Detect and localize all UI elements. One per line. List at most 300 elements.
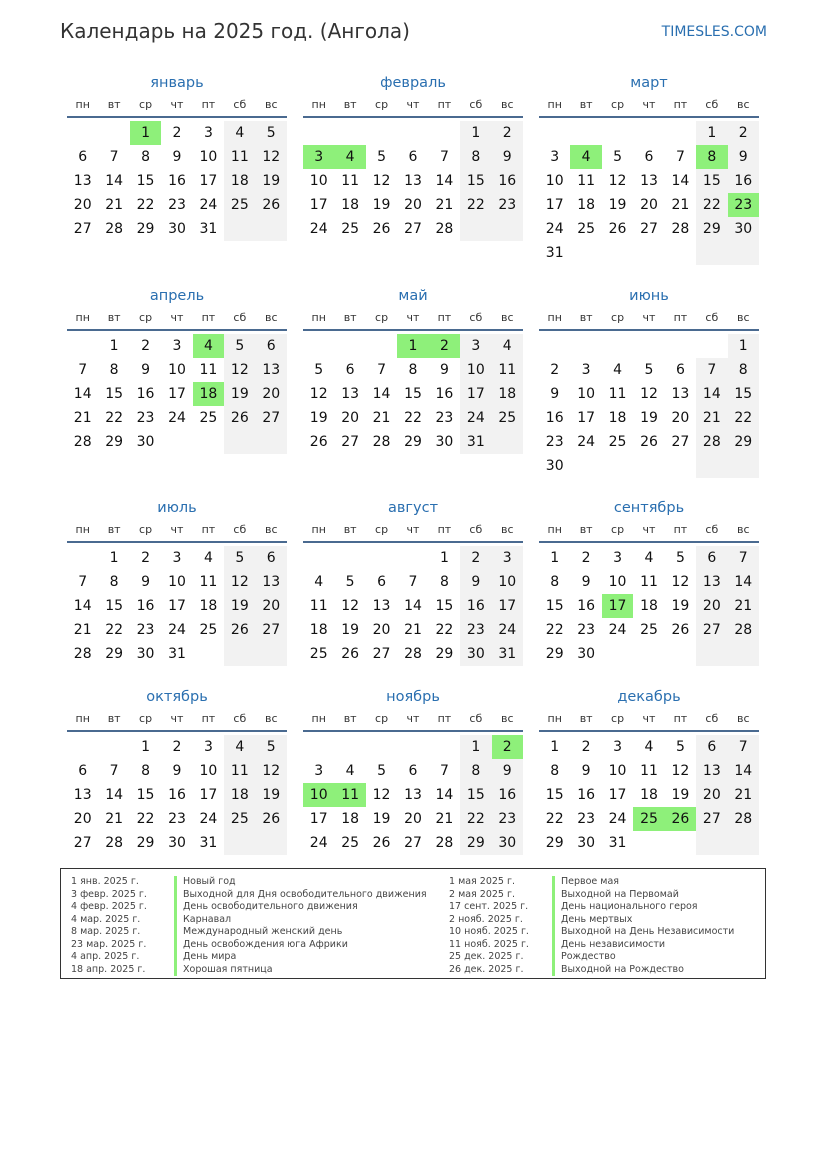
empty-day-cell <box>161 430 192 454</box>
empty-day-cell <box>397 735 428 759</box>
holiday-list <box>60 868 766 979</box>
day-cell: 7 <box>439 763 449 779</box>
day-cell: 7 <box>109 763 119 779</box>
holiday-date: 23 мар. 2025 г. <box>71 938 147 950</box>
empty-day-cell <box>570 454 601 478</box>
day-cell: 29 <box>435 646 454 662</box>
month-name: ноябрь <box>386 689 440 705</box>
day-cell: 6 <box>78 149 88 165</box>
day-cell: 9 <box>460 570 491 594</box>
empty-day-cell <box>665 454 696 478</box>
weekday-label: пт <box>437 311 452 324</box>
day-cell: 26 <box>671 622 690 638</box>
day-cell: 22 <box>545 811 564 827</box>
day-grid <box>303 735 523 855</box>
day-cell: 17 <box>309 811 328 827</box>
holiday-row <box>439 964 759 977</box>
day-cell: 21 <box>105 197 124 213</box>
day-cell: 14 <box>696 382 727 406</box>
day-cell: 13 <box>671 386 690 402</box>
weekday-label: пт <box>673 523 688 536</box>
holiday-date: 4 февр. 2025 г. <box>71 901 147 912</box>
day-cell: 1 <box>728 334 759 358</box>
holiday-name: Карнавал <box>174 914 231 927</box>
day-cell: 30 <box>168 221 186 237</box>
empty-day-cell <box>570 241 601 265</box>
day-cell: 11 <box>640 763 658 779</box>
weekday-label: пн <box>75 98 90 111</box>
holiday-row <box>61 964 441 977</box>
holiday-name: Хорошая пятница <box>174 964 273 977</box>
empty-day-cell <box>193 430 224 454</box>
day-cell: 7 <box>728 546 759 570</box>
day-cell: 16 <box>136 598 155 614</box>
empty-day-cell <box>334 334 365 358</box>
day-cell: 17 <box>577 410 596 426</box>
day-cell: 4 <box>644 550 654 566</box>
day-cell: 25 <box>492 406 523 430</box>
day-cell: 6 <box>675 362 685 378</box>
day-cell: 25 <box>633 807 664 831</box>
weekday-header <box>303 520 523 543</box>
day-cell: 3 <box>550 149 560 165</box>
weekday-label: чт <box>170 523 184 536</box>
day-cell: 26 <box>640 434 658 450</box>
month-name: февраль <box>380 75 446 91</box>
weekday-label: чт <box>406 311 420 324</box>
month-block <box>303 685 523 855</box>
day-cell: 18 <box>492 382 523 406</box>
day-cell: 5 <box>675 739 685 755</box>
day-cell: 15 <box>105 386 124 402</box>
day-cell: 24 <box>199 811 218 827</box>
weekday-label: сб <box>705 712 719 725</box>
day-cell: 25 <box>199 622 218 638</box>
day-grid <box>67 121 287 241</box>
day-cell: 12 <box>671 763 690 779</box>
weekday-label: чт <box>406 98 420 111</box>
day-cell: 16 <box>168 173 186 189</box>
day-cell: 14 <box>435 787 454 803</box>
empty-day-cell <box>67 121 98 145</box>
day-cell: 23 <box>728 193 759 217</box>
day-cell: 20 <box>696 783 727 807</box>
page-title: Календарь на 2025 год. (Ангола) <box>60 19 410 43</box>
holiday-name: Выходной для Дня освободительного движения <box>174 889 427 902</box>
day-cell: 24 <box>608 622 627 638</box>
day-cell: 24 <box>577 434 596 450</box>
month-block <box>303 284 523 454</box>
day-cell: 20 <box>73 811 92 827</box>
weekday-label: ср <box>139 523 153 536</box>
day-cell: 22 <box>728 406 759 430</box>
day-cell: 29 <box>105 434 124 450</box>
day-cell: 3 <box>172 550 182 566</box>
empty-day-cell <box>728 241 759 265</box>
empty-day-cell <box>224 831 255 855</box>
weekday-label: вс <box>500 98 514 111</box>
day-cell: 7 <box>439 149 449 165</box>
day-cell: 4 <box>224 735 255 759</box>
day-cell: 3 <box>581 362 591 378</box>
day-cell: 13 <box>372 598 391 614</box>
empty-day-cell <box>539 121 570 145</box>
weekday-label: вс <box>736 311 750 324</box>
weekday-label: ср <box>611 98 625 111</box>
day-cell: 19 <box>309 410 328 426</box>
weekday-label: ср <box>611 712 625 725</box>
day-cell: 16 <box>492 783 523 807</box>
day-cell: 17 <box>602 594 633 618</box>
day-cell: 24 <box>199 197 218 213</box>
day-cell: 4 <box>334 145 365 169</box>
day-cell: 2 <box>492 121 523 145</box>
weekday-label: сб <box>705 311 719 324</box>
day-cell: 20 <box>341 410 360 426</box>
weekday-label: пт <box>437 712 452 725</box>
day-cell: 25 <box>640 622 658 638</box>
empty-day-cell <box>224 430 255 454</box>
day-cell: 23 <box>435 410 454 426</box>
day-cell: 5 <box>613 149 623 165</box>
holiday-date: 2 мая 2025 г. <box>449 888 515 900</box>
weekday-label: пт <box>201 523 216 536</box>
weekday-label: пн <box>311 712 326 725</box>
day-cell: 3 <box>303 145 334 169</box>
day-cell: 15 <box>545 787 564 803</box>
day-cell: 27 <box>256 406 287 430</box>
empty-day-cell <box>633 241 664 265</box>
holiday-list-right <box>439 876 759 976</box>
day-cell: 23 <box>136 410 155 426</box>
day-cell: 6 <box>696 546 727 570</box>
empty-day-cell <box>256 642 287 666</box>
day-cell: 19 <box>671 787 690 803</box>
day-cell: 19 <box>671 598 690 614</box>
weekday-label: пт <box>201 712 216 725</box>
day-cell: 2 <box>550 362 560 378</box>
weekday-label: ср <box>139 311 153 324</box>
day-cell: 15 <box>545 598 564 614</box>
weekday-label: пн <box>311 98 326 111</box>
empty-day-cell <box>193 642 224 666</box>
empty-day-cell <box>397 121 428 145</box>
holiday-date: 3 февр. 2025 г. <box>71 888 147 900</box>
weekday-header <box>539 520 759 543</box>
day-cell: 4 <box>203 550 213 566</box>
day-cell: 22 <box>136 197 155 213</box>
day-cell: 27 <box>404 835 422 851</box>
day-cell: 26 <box>224 618 255 642</box>
holiday-name: День освободительного движения <box>174 901 358 914</box>
day-cell: 8 <box>109 574 119 590</box>
day-cell: 18 <box>224 783 255 807</box>
day-cell: 6 <box>377 574 387 590</box>
day-cell: 28 <box>728 618 759 642</box>
weekday-label: вт <box>343 523 357 536</box>
day-cell: 25 <box>608 434 627 450</box>
weekday-label: вт <box>107 712 121 725</box>
day-cell: 9 <box>172 763 182 779</box>
month-block <box>539 685 759 855</box>
day-cell: 23 <box>545 434 564 450</box>
day-cell: 19 <box>640 410 658 426</box>
weekday-label: пн <box>547 523 562 536</box>
month-name: октябрь <box>146 689 208 705</box>
day-cell: 28 <box>404 646 422 662</box>
day-cell: 11 <box>341 173 360 189</box>
day-cell: 12 <box>341 598 360 614</box>
day-cell: 21 <box>73 410 92 426</box>
month-block <box>539 496 759 666</box>
weekday-label: ср <box>375 523 389 536</box>
day-cell: 3 <box>613 739 623 755</box>
day-cell: 21 <box>435 197 454 213</box>
day-cell: 1 <box>439 550 449 566</box>
empty-day-cell <box>633 334 664 358</box>
holiday-name: День независимости <box>552 939 665 952</box>
day-cell: 7 <box>728 735 759 759</box>
day-cell: 7 <box>675 149 685 165</box>
day-cell: 2 <box>429 334 460 358</box>
day-cell: 6 <box>78 763 88 779</box>
empty-day-cell <box>303 121 334 145</box>
day-cell: 13 <box>73 173 92 189</box>
holiday-row <box>439 876 759 889</box>
month-name: июнь <box>629 288 669 304</box>
weekday-label: сб <box>705 98 719 111</box>
empty-day-cell <box>98 121 129 145</box>
holiday-row <box>61 926 441 939</box>
day-cell: 31 <box>545 245 564 261</box>
day-cell: 7 <box>408 574 418 590</box>
day-cell: 19 <box>256 783 287 807</box>
day-cell: 16 <box>168 787 186 803</box>
weekday-label: сб <box>233 98 247 111</box>
weekday-label: пт <box>673 712 688 725</box>
day-cell: 16 <box>728 169 759 193</box>
holiday-name: День мертвых <box>552 914 632 927</box>
day-cell: 10 <box>168 574 186 590</box>
empty-day-cell <box>334 735 365 759</box>
holiday-row <box>61 951 441 964</box>
day-cell: 22 <box>460 807 491 831</box>
day-cell: 18 <box>193 382 224 406</box>
day-cell: 1 <box>109 338 119 354</box>
month-block <box>67 685 287 855</box>
weekday-label: чт <box>642 98 656 111</box>
day-cell: 11 <box>640 574 658 590</box>
empty-day-cell <box>602 241 633 265</box>
holiday-row <box>439 901 759 914</box>
day-cell: 21 <box>105 811 124 827</box>
day-cell: 1 <box>109 550 119 566</box>
day-cell: 11 <box>199 574 218 590</box>
day-cell: 10 <box>608 763 627 779</box>
empty-day-cell <box>633 831 664 855</box>
empty-day-cell <box>334 121 365 145</box>
empty-day-cell <box>633 121 664 145</box>
empty-day-cell <box>224 642 255 666</box>
day-cell: 13 <box>256 570 287 594</box>
weekday-label: сб <box>469 523 483 536</box>
day-cell: 5 <box>644 362 654 378</box>
weekday-label: ср <box>611 311 625 324</box>
day-cell: 14 <box>105 787 124 803</box>
day-cell: 22 <box>545 622 564 638</box>
holiday-date: 2 нояб. 2025 г. <box>449 913 523 925</box>
empty-day-cell <box>366 546 397 570</box>
holiday-name: Первое мая <box>552 876 619 889</box>
empty-day-cell <box>539 334 570 358</box>
day-cell: 7 <box>78 362 88 378</box>
day-cell: 28 <box>105 835 124 851</box>
day-cell: 1 <box>141 739 151 755</box>
day-cell: 7 <box>377 362 387 378</box>
day-cell: 9 <box>728 145 759 169</box>
day-cell: 24 <box>492 618 523 642</box>
empty-day-cell <box>460 217 491 241</box>
day-cell: 23 <box>492 807 523 831</box>
month-name: март <box>630 75 668 91</box>
day-cell: 6 <box>696 735 727 759</box>
day-cell: 19 <box>372 197 391 213</box>
holiday-row <box>439 889 759 902</box>
empty-day-cell <box>665 121 696 145</box>
day-cell: 31 <box>460 430 491 454</box>
day-cell: 28 <box>435 221 454 237</box>
day-cell: 22 <box>696 193 727 217</box>
weekday-label: сб <box>469 98 483 111</box>
day-cell: 19 <box>256 169 287 193</box>
weekday-label: вт <box>343 98 357 111</box>
weekday-label: чт <box>170 98 184 111</box>
day-cell: 15 <box>435 598 454 614</box>
weekday-label: пт <box>437 98 452 111</box>
empty-day-cell <box>602 121 633 145</box>
day-cell: 29 <box>545 835 564 851</box>
day-cell: 1 <box>550 550 560 566</box>
day-cell: 23 <box>460 618 491 642</box>
weekday-header <box>303 308 523 331</box>
day-cell: 9 <box>439 362 449 378</box>
empty-day-cell <box>256 831 287 855</box>
holiday-date: 1 янв. 2025 г. <box>71 876 139 887</box>
empty-day-cell <box>696 241 727 265</box>
day-cell: 24 <box>460 406 491 430</box>
empty-day-cell <box>492 430 523 454</box>
month-block <box>67 284 287 454</box>
day-cell: 27 <box>696 807 727 831</box>
day-cell: 3 <box>203 125 213 141</box>
weekday-label: сб <box>705 523 719 536</box>
day-cell: 23 <box>492 193 523 217</box>
day-cell: 18 <box>199 598 218 614</box>
weekday-label: вт <box>107 311 121 324</box>
empty-day-cell <box>728 831 759 855</box>
day-cell: 21 <box>372 410 391 426</box>
weekday-label: ср <box>375 712 389 725</box>
empty-day-cell <box>728 642 759 666</box>
day-cell: 22 <box>136 811 155 827</box>
holiday-row <box>439 926 759 939</box>
day-cell: 26 <box>665 807 696 831</box>
day-cell: 24 <box>309 221 328 237</box>
day-cell: 8 <box>460 759 491 783</box>
month-block <box>303 496 523 666</box>
month-block <box>67 71 287 241</box>
day-cell: 4 <box>492 334 523 358</box>
day-cell: 20 <box>256 594 287 618</box>
day-cell: 27 <box>671 434 690 450</box>
day-cell: 26 <box>309 434 328 450</box>
day-grid <box>303 121 523 241</box>
day-cell: 25 <box>341 835 360 851</box>
weekday-label: вт <box>343 712 357 725</box>
weekday-label: пн <box>75 523 90 536</box>
day-cell: 17 <box>168 598 186 614</box>
day-cell: 8 <box>728 358 759 382</box>
day-cell: 3 <box>172 338 182 354</box>
day-cell: 11 <box>577 173 596 189</box>
empty-day-cell <box>67 546 98 570</box>
day-cell: 12 <box>224 358 255 382</box>
day-cell: 22 <box>105 622 124 638</box>
day-cell: 30 <box>577 646 596 662</box>
day-cell: 30 <box>136 646 155 662</box>
day-grid <box>539 121 759 265</box>
empty-day-cell <box>602 334 633 358</box>
day-cell: 13 <box>404 173 422 189</box>
day-cell: 15 <box>105 598 124 614</box>
empty-day-cell <box>492 217 523 241</box>
day-cell: 10 <box>577 386 596 402</box>
day-cell: 31 <box>199 835 218 851</box>
day-cell: 27 <box>73 835 92 851</box>
day-cell: 2 <box>141 338 151 354</box>
weekday-label: вс <box>500 311 514 324</box>
day-cell: 22 <box>404 410 422 426</box>
weekday-label: вс <box>264 523 278 536</box>
weekday-header <box>67 95 287 118</box>
day-cell: 14 <box>435 173 454 189</box>
empty-day-cell <box>224 217 255 241</box>
empty-day-cell <box>602 454 633 478</box>
day-cell: 8 <box>696 145 727 169</box>
weekday-label: чт <box>642 523 656 536</box>
weekday-label: сб <box>233 523 247 536</box>
day-cell: 12 <box>640 386 658 402</box>
day-cell: 12 <box>608 173 627 189</box>
day-cell: 31 <box>168 646 186 662</box>
day-cell: 5 <box>675 550 685 566</box>
day-cell: 1 <box>460 121 491 145</box>
day-cell: 4 <box>224 121 255 145</box>
day-cell: 27 <box>372 646 391 662</box>
day-cell: 8 <box>550 763 560 779</box>
weekday-label: пт <box>673 311 688 324</box>
day-cell: 13 <box>256 358 287 382</box>
month-block <box>67 496 287 666</box>
day-grid <box>67 546 287 666</box>
day-cell: 2 <box>581 739 591 755</box>
day-cell: 6 <box>256 546 287 570</box>
day-cell: 22 <box>435 622 454 638</box>
day-cell: 22 <box>460 193 491 217</box>
empty-day-cell <box>665 642 696 666</box>
site-link[interactable]: TIMESLES.COM <box>661 24 767 40</box>
holiday-date: 17 сент. 2025 г. <box>449 901 529 912</box>
